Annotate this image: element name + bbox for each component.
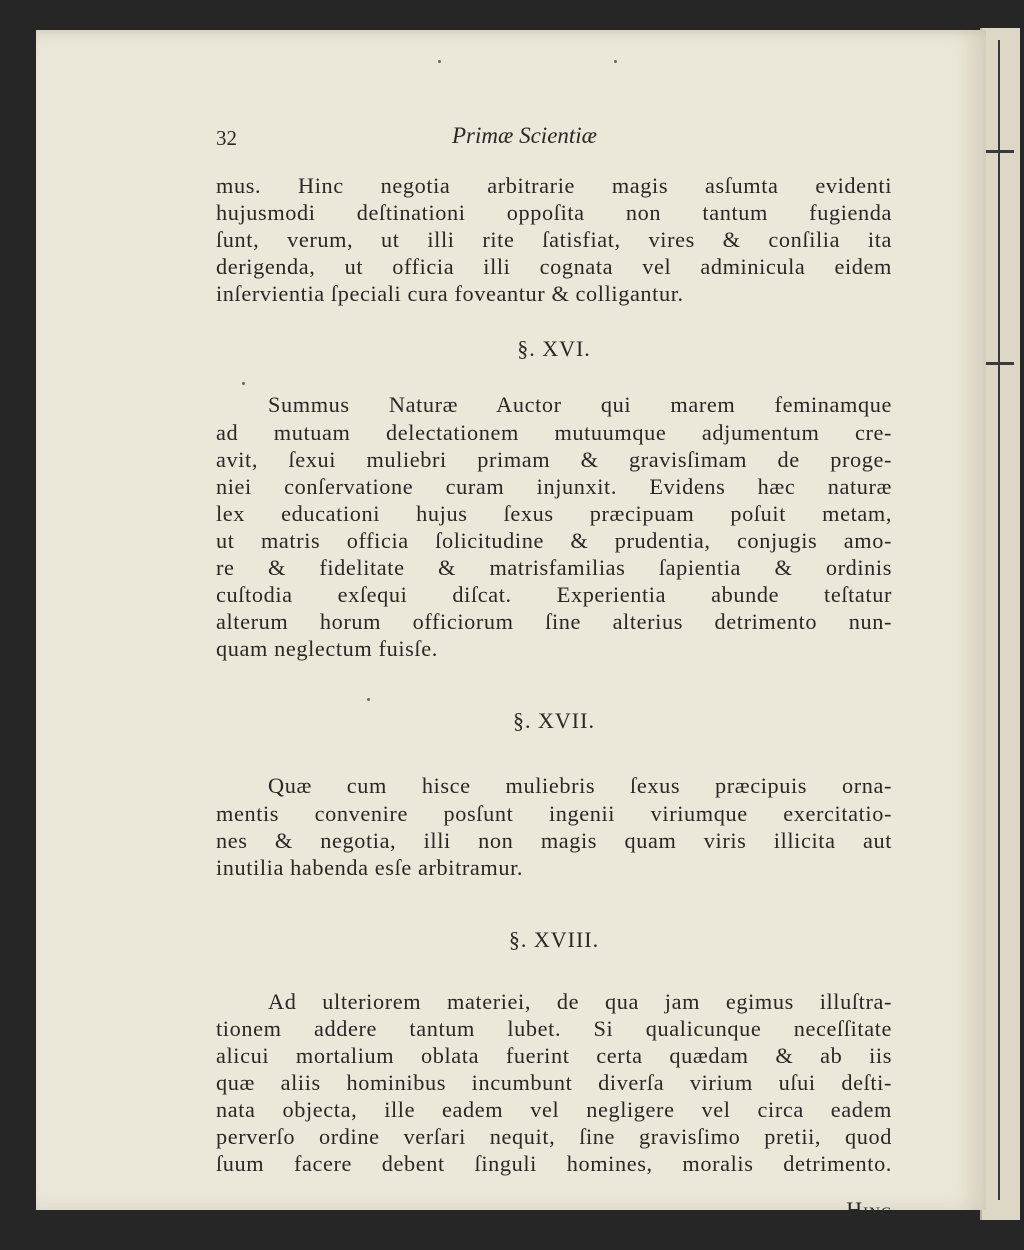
text-line: inſervientia ſpeciali cura foveantur & colligantur. xyxy=(216,281,684,307)
section-heading-xviii: §. XVIII. xyxy=(508,926,600,952)
text-line: ſuum facere debent ſinguli homines, moralis detrimento. xyxy=(216,1151,892,1177)
text-line: alterum horum officiorum ſine alterius detrimento nun- xyxy=(216,609,892,635)
running-head xyxy=(216,118,892,152)
text-line: mus. Hinc negotia arbitrarie magis asſumta evidenti xyxy=(216,173,892,198)
text-line: Quæ cum hisce muliebris ſexus præcipuis orna- xyxy=(268,773,892,799)
text-line: derigenda, ut officia illi cognata vel adminicula eidem xyxy=(216,254,892,280)
text-line: nes & negotia, illi non magis quam viris illicita aut xyxy=(216,827,892,853)
text-line: cuſtodia exſequi diſcat. Experientia abunde teſtatur xyxy=(216,582,892,608)
catchword: Hinc xyxy=(846,1197,892,1223)
edge-tick xyxy=(986,150,1014,153)
text-line: Summus Naturæ Auctor qui marem feminamque xyxy=(268,392,892,418)
section-heading-xvi: §. XVI. xyxy=(517,336,591,362)
text-block xyxy=(216,118,892,1223)
paragraph-section-xvii xyxy=(216,772,892,880)
paragraph-section-xvi xyxy=(216,391,892,662)
text-line: ut matris officia ſolicitudine & prudentia, conjugis amo- xyxy=(216,527,892,553)
text-line: quam neglectum fuisſe. xyxy=(216,636,438,662)
paper-speck xyxy=(614,60,617,63)
text-line: alicui mortalium oblata fuerint certa quædam & ab iis xyxy=(216,1042,892,1068)
page-edge-line xyxy=(998,40,1000,1200)
text-line: re & fidelitate & matrisfamilias ſapientia & ordinis xyxy=(216,555,892,581)
text-line: nata objecta, ille eadem vel negligere vel circa eadem xyxy=(216,1097,892,1123)
paper-speck xyxy=(438,60,441,63)
paragraph-section-xviii xyxy=(216,988,892,1178)
page-number: 32 xyxy=(216,126,237,150)
text-line: Ad ulteriorem materiei, de qua jam egimus illuſtra- xyxy=(268,988,892,1014)
book-page xyxy=(36,30,986,1223)
text-line: quæ aliis hominibus incumbunt diverſa virium uſui deſti- xyxy=(216,1070,892,1096)
paragraph-continuation xyxy=(216,172,892,307)
text-line: perverſo ordine verſari nequit, ſine gravisſimo pretii, quod xyxy=(216,1124,892,1150)
next-page-edge xyxy=(980,28,1020,1220)
section-heading-xvii: §. XVII. xyxy=(513,708,595,734)
text-line: hujusmodi deſtinationi oppoſita non tantum fugienda xyxy=(216,200,892,226)
text-line: lex educationi hujus ſexus præcipuam poſuit metam, xyxy=(216,500,892,526)
text-line: niei conſervatione curam injunxit. Evidens hæc naturæ xyxy=(216,473,892,499)
text-line: ſunt, verum, ut illi rite ſatisfiat, vires & conſilia ita xyxy=(216,227,892,253)
text-line: tionem addere tantum lubet. Si qualicunque neceſſitate xyxy=(216,1015,892,1041)
text-line: mentis convenire posſunt ingenii viriumque exercitatio- xyxy=(216,800,892,826)
edge-tick xyxy=(986,362,1014,365)
text-line: avit, ſexui muliebri primam & gravisſimam de proge- xyxy=(216,446,892,472)
text-line: inutilia habenda esſe arbitramur. xyxy=(216,854,524,880)
running-title: Primæ Scientiæ xyxy=(452,123,598,148)
text-line: ad mutuam delectationem mutuumque adjumentum cre- xyxy=(216,419,892,445)
